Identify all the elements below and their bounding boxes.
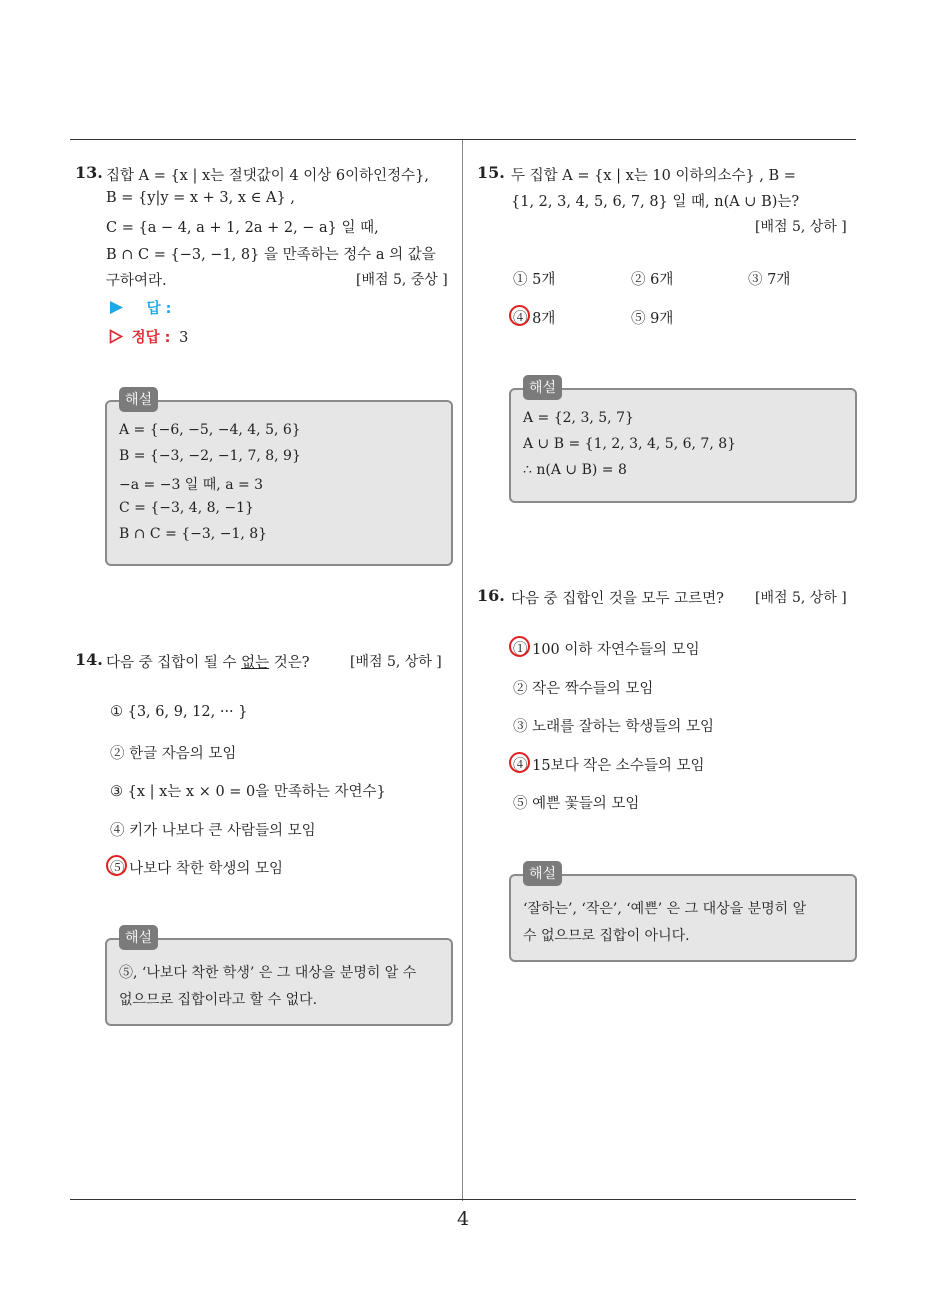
question-text-line: C = {a − 4, a + 1, 2a + 2, − a} 일 때, [106,220,379,236]
selected-answer-circle [509,752,530,773]
question-number: 13. [75,163,103,182]
choice-3[interactable]: ③ 노래를 잘하는 학생들의 모임 [513,719,715,735]
choice-2[interactable]: ② 6개 [631,272,674,288]
choice-2[interactable]: ② 한글 자음의 모임 [110,746,237,762]
score-meta: [배점 5, 상하 ] [755,590,847,606]
score-meta: [배점 5, 상하 ] [755,219,847,235]
question-text-line: B = {y|y = x + 3, x ∈ A} , [106,190,295,206]
selected-answer-circle [509,305,530,326]
outline-triangle-icon [109,329,123,344]
top-rule [70,139,856,140]
bottom-rule [70,1199,856,1200]
question-text-line: 집합 A = {x | x는 절댓값이 4 이상 6이하인정수}, [106,168,429,184]
correct-value: 3 [179,330,189,346]
explanation-label: 해설 [119,387,158,412]
explanation-label: 해설 [119,925,158,950]
question-text-line: 구하여라. [106,273,167,289]
question-text-part: 다음 중 집합이 될 수 [106,655,242,671]
score-meta: [배점 5, 상하 ] [350,654,442,670]
question-text-line: 두 집합 A = {x | x는 10 이하의소수} , B = [511,168,796,184]
choice-4[interactable]: ④ 키가 나보다 큰 사람들의 모임 [110,823,316,839]
selected-answer-circle [106,855,127,876]
explanation-line: ∴ n(A ∪ B) = 8 [523,462,627,478]
answer-label: 답 : [146,301,172,317]
explanation-line: B ∩ C = {−3, −1, 8} [119,526,268,542]
correct-label: 정답 : [131,330,171,346]
explanation-line: C = {−3, 4, 8, −1} [119,500,254,516]
choice-2[interactable]: ② 작은 짝수들의 모임 [513,681,654,697]
question-number: 14. [75,650,103,669]
explanation-line: ‘잘하는’, ‘작은’, ‘예쁜’ 은 그 대상을 분명히 알 [523,901,807,917]
page-number: 4 [456,1208,470,1230]
explanation-line: −a = −3 일 때, a = 3 [119,477,264,493]
explanation-label: 해설 [523,375,562,400]
choice-5[interactable]: ⑤ 9개 [631,311,674,327]
answer-row [109,297,171,318]
explanation-box [509,388,857,503]
play-triangle-icon [109,300,124,315]
choice-5[interactable]: ⑤ 나보다 착한 학생의 모임 [110,861,284,877]
question-text [106,651,310,672]
explanation-line: A ∪ B = {1, 2, 3, 4, 5, 6, 7, 8} [523,436,737,452]
choice-1[interactable]: ① {3, 6, 9, 12, ··· } [110,704,248,720]
choice-4[interactable]: ④ 8개 [513,311,556,327]
question-number: 15. [477,163,505,182]
choice-5[interactable]: ⑤ 예쁜 꽃들의 모임 [513,796,640,812]
explanation-line: 없으므로 집합이라고 할 수 없다. [119,992,318,1008]
explanation-line: B = {−3, −2, −1, 7, 8, 9} [119,448,301,464]
question-text-line: {1, 2, 3, 4, 5, 6, 7, 8} 일 때, n(A ∪ B)는? [511,194,800,210]
choice-3[interactable]: ③ 7개 [748,272,791,288]
choice-1[interactable]: ① 100 이하 자연수들의 모임 [513,642,700,658]
correct-answer-row [109,326,188,347]
choice-4[interactable]: ④ 15보다 작은 소수들의 모임 [513,758,705,774]
choice-1[interactable]: ① 5개 [513,272,556,288]
explanation-line: 수 없으므로 집합이 아니다. [523,928,690,944]
column-divider [462,140,463,1201]
selected-answer-circle [509,636,530,657]
question-number: 16. [477,586,505,605]
explanation-box [509,874,857,962]
underlined-word: 없는 [241,655,270,671]
score-meta: [배점 5, 중상 ] [356,272,448,288]
explanation-line: A = {−6, −5, −4, 4, 5, 6} [119,422,301,438]
explanation-line: ⑤, ‘나보다 착한 학생’ 은 그 대상을 분명히 알 수 [119,965,417,981]
question-text-line: B ∩ C = {−3, −1, 8} 을 만족하는 정수 a 의 값을 [106,247,436,263]
explanation-box [105,400,453,566]
question-text-part: 것은? [269,655,310,671]
explanation-label: 해설 [523,861,562,886]
question-text: 다음 중 집합인 것을 모두 고르면? [511,591,724,607]
choice-3[interactable]: ③ {x | x는 x × 0 = 0을 만족하는 자연수} [110,784,386,800]
explanation-line: A = {2, 3, 5, 7} [523,410,634,426]
explanation-box [105,938,453,1026]
